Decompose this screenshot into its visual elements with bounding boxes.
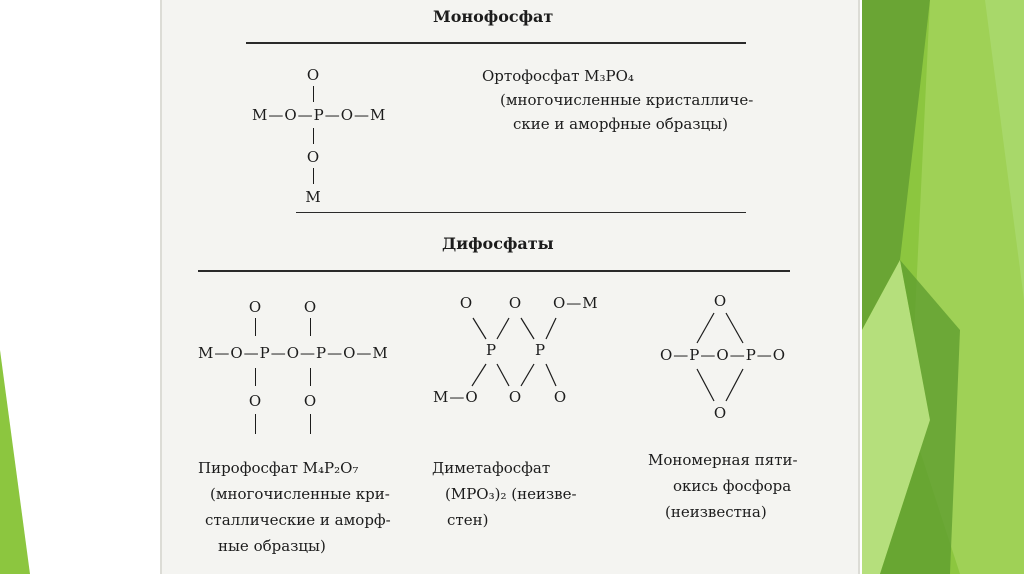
pyrophosphate-chain: M—O—P—O—P—O—M (198, 344, 389, 362)
bond-bottom-1 (313, 128, 314, 144)
monomer-caption-line2: окись фосфора (673, 477, 792, 495)
atom-m-bottom: M (305, 188, 321, 206)
orthophosphate-chain: M—O—P—O—M (252, 106, 387, 124)
dimetaphosphate-caption-line3: стен) (447, 511, 489, 529)
pyrophosphate-caption-line1: Пирофосфат M₄P₂O₇ (198, 459, 359, 477)
dimeta-o-bottom-mid: O (508, 388, 522, 406)
pyro-bond-top-1 (255, 318, 256, 336)
monomer-caption-line3: (неизвестна) (665, 503, 767, 521)
orthophosphate-caption-line1: Ортофосфат M₃PO₄ (482, 67, 634, 85)
bond-top (313, 86, 314, 102)
pyro-bond-tail-2 (310, 414, 311, 434)
bond-bottom-2 (313, 168, 314, 184)
monomer-o-top: O (713, 292, 727, 310)
atom-o-bottom: O (306, 148, 320, 166)
monomer-caption-line1: Мономерная пяти- (648, 451, 798, 469)
dimeta-o-top-left: O (459, 294, 473, 312)
scan-right-edge (858, 0, 860, 574)
monophosphate-heading: Монофосфат (433, 7, 554, 26)
pyrophosphate-caption-line4: ные образцы) (218, 537, 326, 555)
diphosphates-rule (198, 270, 790, 272)
dimeta-o-bottom-right: O (553, 388, 567, 406)
pyro-bond-bottom-2 (310, 368, 311, 386)
pyro-bond-top-2 (310, 318, 311, 336)
dimeta-o-top-mid: O (508, 294, 522, 312)
pyro-bond-bottom-1 (255, 368, 256, 386)
dimeta-p-left: P (485, 341, 497, 359)
pyro-o-top-2: O (303, 298, 317, 316)
dimetaphosphate-caption-line2: (MPO₃)₂ (неизве- (445, 485, 577, 503)
pyrophosphate-caption-line2: (многочисленные кри- (210, 485, 390, 503)
monomer-o-bottom: O (713, 404, 727, 422)
diphosphates-heading: Дифосфаты (442, 234, 554, 253)
orthophosphate-caption-line3: ские и аморфные образцы) (513, 115, 728, 133)
atom-o-top: O (306, 66, 320, 84)
pyro-bond-tail-1 (255, 414, 256, 434)
left-green-wedge (0, 350, 30, 574)
dimetaphosphate-caption-line1: Диметафосфат (432, 459, 551, 477)
pyro-o-top-1: O (248, 298, 262, 316)
scan-left-edge (160, 0, 162, 574)
dimeta-o-bottom-left: M—O (433, 388, 479, 406)
dimeta-p-right: P (534, 341, 546, 359)
monophosphate-rule (246, 42, 746, 44)
pyro-o-bottom-2: O (303, 392, 317, 410)
monomer-chain: O—P—O—P—O (660, 346, 787, 364)
diphosphates-top-rule (296, 212, 746, 213)
pyrophosphate-caption-line3: сталлические и аморф- (205, 511, 391, 529)
dimeta-o-top-right: O—M (553, 294, 599, 312)
pyro-o-bottom-1: O (248, 392, 262, 410)
orthophosphate-caption-line2: (многочисленные кристалличе- (500, 91, 754, 109)
